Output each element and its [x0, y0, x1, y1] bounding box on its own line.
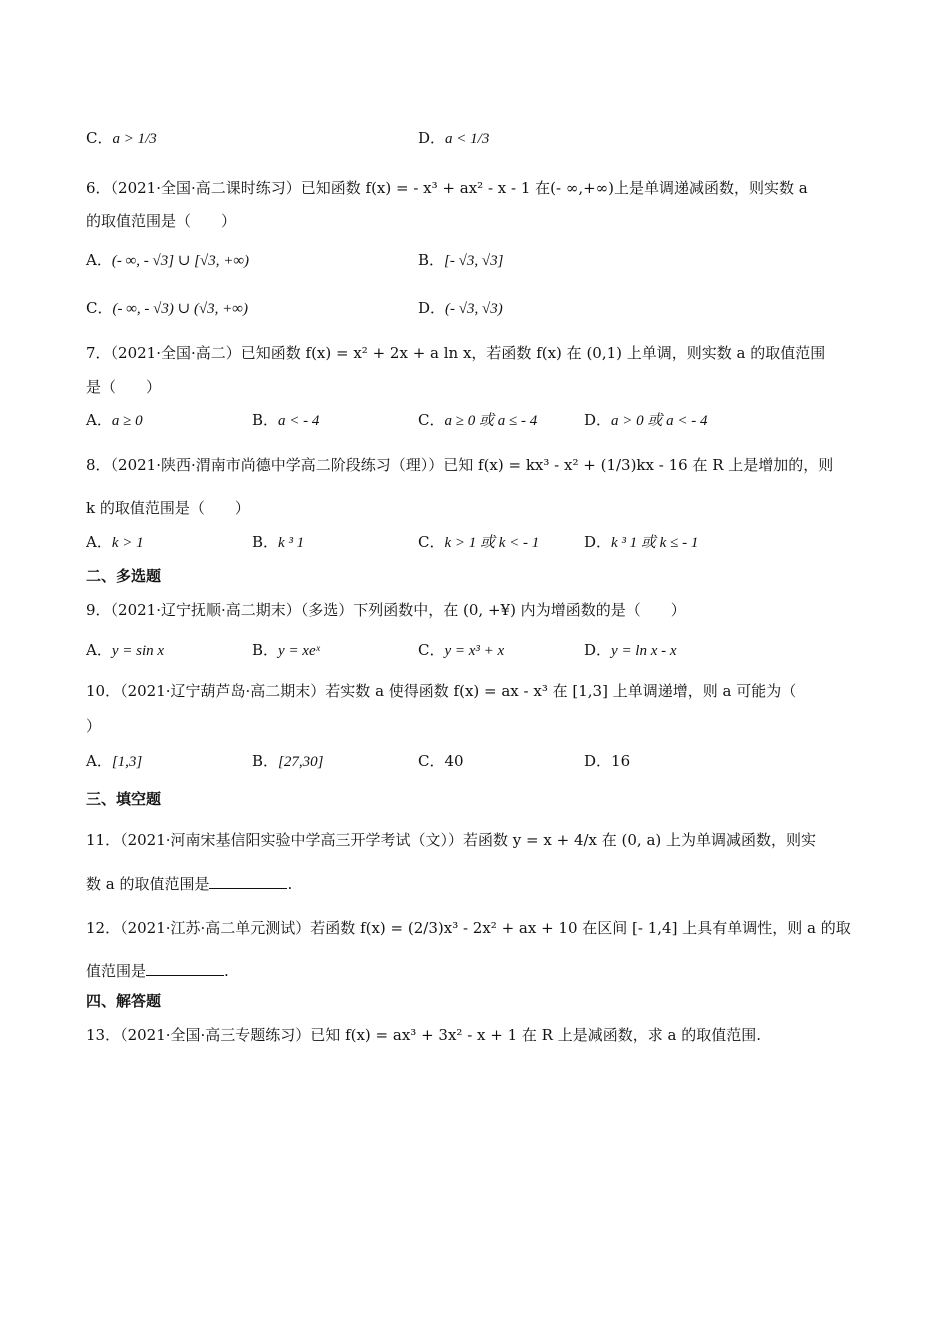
q12-answer-blank[interactable]	[146, 961, 224, 976]
q10-option-c-math: 40	[444, 752, 464, 770]
section-heading-fill-in: 三、填空题	[86, 790, 162, 808]
q7-option-c-label: C．	[418, 411, 445, 429]
q7-option-b	[252, 410, 319, 431]
q7-option-a-math: a ≥ 0	[111, 413, 143, 429]
q9-option-c-math: y = x³ + x	[444, 643, 505, 659]
q10-option-b-math: [27,30]	[278, 754, 324, 770]
q6-option-a	[86, 250, 249, 271]
q12-stem-line2-end: .	[224, 962, 229, 980]
q7-option-b-label: B．	[252, 411, 279, 429]
q10-option-a-math: [1,3]	[111, 754, 143, 770]
q5-option-d-math: a < 1/3	[445, 131, 490, 147]
q8-stem-line1: 8．（2021·陕西·渭南市尚德中学高二阶段练习（理））已知 f(x) = kx³ - x² + (1/3)kx - 16 在 R 上是增加的，则	[86, 456, 834, 474]
q10-stem-line1: 10．（2021·辽宁葫芦岛·高二期末）若实数 a 使得函数 f(x) = ax - x³ 在 [1,3] 上单调递增，则 a 可能为（	[86, 682, 797, 700]
q9-option-d-math: y = ln x - x	[611, 643, 677, 659]
q11-stem-line1: 11．（2021·河南宋基信阳实验中学高三开学考试（文））若函数 y = x + 4/x 在 (0, a) 上为单调减函数，则实	[86, 831, 817, 849]
q9-option-d-label: D．	[584, 641, 612, 659]
q10-option-b-label: B．	[252, 752, 279, 770]
q7-stem-line2: 是（ ）	[86, 378, 162, 396]
q6-option-a-math: (- ∞, - √3] ∪ [√3, +∞)	[111, 253, 250, 269]
q6-option-a-label: A．	[86, 251, 112, 269]
q12-stem-line2	[86, 961, 229, 981]
q7-stem-line1: 7．（2021·全国·高二）已知函数 f(x) = x² + 2x + a ln x，若函数 f(x) 在 (0,1) 上单调，则实数 a 的取值范围	[86, 344, 826, 362]
q6-stem-line2: 的取值范围是（ ）	[86, 212, 237, 230]
q10-option-c	[418, 751, 464, 771]
q7-option-d	[584, 410, 708, 431]
q5-option-c	[86, 128, 157, 149]
q8-option-c-label: C．	[418, 533, 445, 551]
q8-option-b-math: k ³ 1	[278, 535, 305, 551]
q8-option-c	[418, 532, 539, 553]
q6-option-d-label: D．	[418, 299, 446, 317]
q9-option-b-math: y = xeˣ	[278, 643, 320, 659]
q9-option-a-math: y = sin x	[111, 643, 165, 659]
q7-option-c-math: a ≥ 0 或 a ≤ - 4	[444, 413, 538, 429]
q6-option-b	[418, 250, 503, 271]
q6-option-b-label: B．	[418, 251, 445, 269]
q6-option-d	[418, 298, 503, 319]
q6-stem-line1: 6．（2021·全国·高二课时练习）已知函数 f(x) = - x³ + ax² - x - 1 在(- ∞,+∞)上是单调递减函数，则实数 a	[86, 179, 808, 197]
q8-option-a-label: A．	[86, 533, 112, 551]
q11-answer-blank[interactable]	[209, 874, 287, 889]
q11-stem-line2-end: .	[287, 875, 293, 893]
q8-option-b-label: B．	[252, 533, 279, 551]
q5-option-c-math: a > 1/3	[112, 131, 157, 147]
q9-option-a	[86, 640, 164, 661]
q11-stem-line2	[86, 874, 292, 894]
q9-option-a-label: A．	[86, 641, 112, 659]
q9-option-b	[252, 640, 320, 661]
q11-stem-line2-text: 数 a 的取值范围是	[86, 875, 210, 893]
q10-option-a	[86, 751, 142, 772]
q7-option-a	[86, 410, 143, 431]
section-heading-multiple-choice: 二、多选题	[86, 567, 162, 585]
q8-option-d	[584, 532, 698, 553]
q10-option-d-label: D．	[584, 752, 612, 770]
q5-option-d-label: D．	[418, 129, 446, 147]
q7-option-d-label: D．	[584, 411, 612, 429]
q10-stem-line2: ）	[86, 717, 102, 735]
q8-option-d-math: k ³ 1 或 k ≤ - 1	[611, 535, 699, 551]
q7-option-c	[418, 410, 537, 431]
q8-option-c-math: k > 1 或 k < - 1	[444, 535, 540, 551]
q7-option-d-math: a > 0 或 a < - 4	[611, 413, 708, 429]
q8-option-a-math: k > 1	[111, 535, 144, 551]
q7-option-a-label: A．	[86, 411, 112, 429]
q9-option-c	[418, 640, 504, 661]
q8-stem-line2: k 的取值范围是（ ）	[86, 499, 250, 517]
q5-option-c-label: C．	[86, 129, 113, 147]
q9-stem-line1: 9．（2021·辽宁抚顺·高二期末）（多选）下列函数中，在 (0, +¥) 内为增函数的是（ ）	[86, 601, 686, 619]
section-heading-answer: 四、解答题	[86, 992, 162, 1010]
q5-option-d	[418, 128, 489, 149]
q12-stem-line1: 12．（2021·江苏·高二单元测试）若函数 f(x) = (2/3)x³ - 2x² + ax + 10 在区间 [- 1,4] 上具有单调性，则 a 的取	[86, 919, 851, 937]
q10-option-a-label: A．	[86, 752, 112, 770]
q9-option-b-label: B．	[252, 641, 279, 659]
q8-option-b	[252, 532, 304, 553]
q6-option-c-label: C．	[86, 299, 113, 317]
q12-stem-line2-text: 值范围是	[86, 962, 147, 980]
q13-stem-line1: 13．（2021·全国·高三专题练习）已知 f(x) = ax³ + 3x² - x + 1 在 R 上是减函数，求 a 的取值范围.	[86, 1026, 761, 1044]
q6-option-d-math: (- √3, √3)	[445, 301, 503, 317]
q8-option-a	[86, 532, 144, 553]
q10-option-d-math: 16	[611, 752, 631, 770]
q10-option-c-label: C．	[418, 752, 445, 770]
q10-option-b	[252, 751, 323, 772]
q10-option-d	[584, 751, 630, 771]
q7-option-b-math: a < - 4	[278, 413, 320, 429]
q9-option-d	[584, 640, 677, 661]
q8-option-d-label: D．	[584, 533, 612, 551]
q6-option-c-math: (- ∞, - √3) ∪ (√3, +∞)	[112, 301, 248, 317]
q6-option-b-math: [- √3, √3]	[444, 253, 504, 269]
q6-option-c	[86, 298, 248, 319]
q9-option-c-label: C．	[418, 641, 445, 659]
